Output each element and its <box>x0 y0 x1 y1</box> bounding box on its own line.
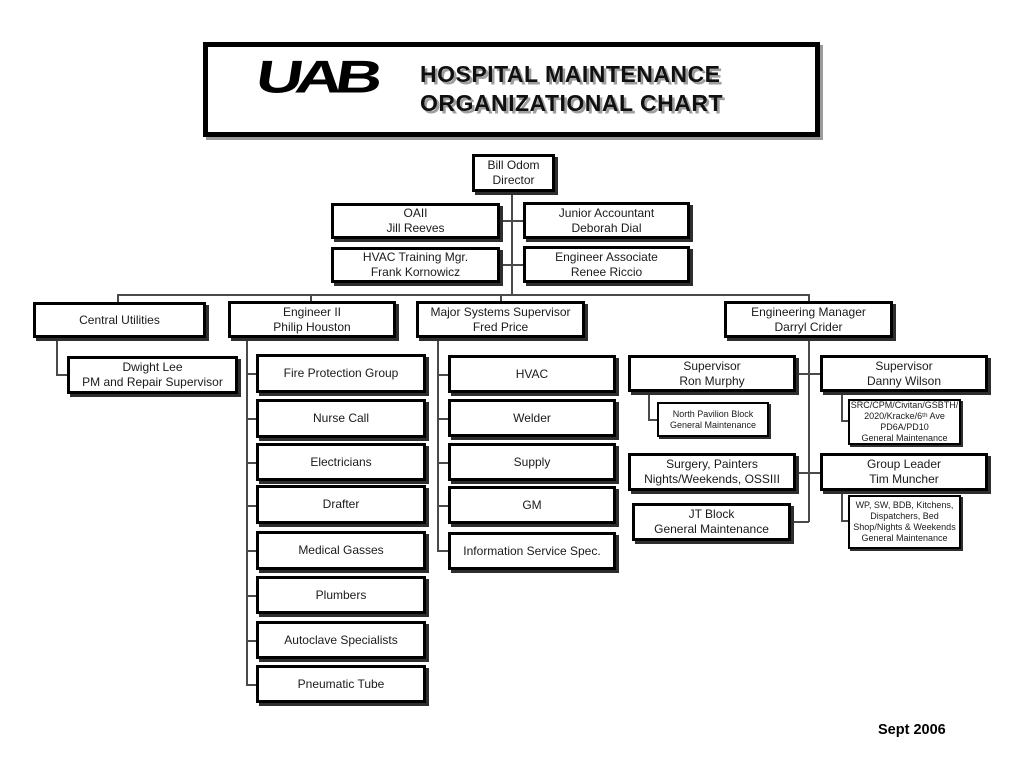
org-node-drafter <box>256 485 426 524</box>
org-node-electricians <box>256 443 426 481</box>
connector-line <box>511 264 523 266</box>
connector-line <box>246 640 256 642</box>
org-node-label: Engineer Associate <box>555 249 658 264</box>
connector-line <box>246 338 248 685</box>
org-node-surgery-painters <box>628 453 796 491</box>
connector-line <box>511 192 513 294</box>
connector-line <box>246 505 256 507</box>
org-node-label: 2020/Kracke/6ᵗʰ Ave <box>864 411 945 421</box>
org-node-label: General Maintenance <box>861 433 948 443</box>
org-node-label: Fire Protection Group <box>283 366 399 380</box>
title-line-2: ORGANIZATIONAL CHART <box>420 90 724 116</box>
connector-line <box>246 595 256 597</box>
org-node-label: Pneumatic Tube <box>297 676 385 691</box>
org-node-label: SRC/CPM/Civitan/GSBTH/ <box>850 400 959 410</box>
org-node-label: Nights/Weekends, OSSIII <box>644 472 780 486</box>
org-node-label: Deborah Dial <box>571 220 642 235</box>
org-node-supply <box>448 443 616 481</box>
org-node-label: Bill Odom <box>487 158 540 172</box>
org-node-bill-odom-director <box>472 154 555 192</box>
org-node-label: Fred Price <box>472 319 529 334</box>
org-node-supervisor-danny-wilson <box>820 355 988 392</box>
org-node-label: GM <box>522 497 542 512</box>
org-node-label: Supervisor <box>875 358 933 373</box>
org-node-label: Engineering Manager <box>751 304 866 319</box>
org-node-label: Central Utilities <box>79 312 160 327</box>
org-node-oaii-jill-reeves <box>331 203 500 239</box>
org-node-junior-accountant <box>523 202 690 239</box>
org-node-label: Medical Gasses <box>298 543 384 557</box>
connector-line <box>437 418 448 420</box>
org-node-label: Autoclave Specialists <box>284 632 398 647</box>
org-node-autoclave-specialists <box>256 621 426 659</box>
connector-line <box>511 220 523 222</box>
org-node-label: Dwight Lee <box>122 360 183 374</box>
connector-line <box>246 373 256 375</box>
org-node-pneumatic-tube <box>256 665 426 703</box>
org-node-major-systems-supervisor <box>416 301 585 338</box>
org-node-label: Supervisor <box>683 358 741 373</box>
org-node-label: General Maintenance <box>861 533 948 543</box>
connector-line <box>56 338 58 375</box>
org-node-label: North Pavilion Block <box>672 408 754 419</box>
org-node-label: Major Systems Supervisor <box>430 304 571 319</box>
org-node-label: Group Leader <box>866 457 942 471</box>
org-node-jt-block <box>632 503 791 541</box>
org-node-label: Nurse Call <box>312 411 369 425</box>
connector-line <box>841 491 843 521</box>
org-node-label: PM and Repair Supervisor <box>82 375 223 389</box>
org-node-nurse-call <box>256 399 426 438</box>
org-node-label: WP, SW, BDB, Kitchens, <box>855 500 954 510</box>
org-node-plumbers <box>256 576 426 614</box>
org-node-label: Darryl Crider <box>774 319 843 334</box>
org-node-dwight-lee <box>67 356 238 394</box>
org-node-label: PD6A/PD10 <box>880 422 929 432</box>
connector-line <box>437 374 448 376</box>
org-node-gm <box>448 486 616 524</box>
connector-line <box>437 550 448 552</box>
org-node-information-service-spec <box>448 532 616 570</box>
org-node-label: OAII <box>403 206 428 220</box>
org-node-hvac-training-mgr <box>331 247 500 283</box>
page-title <box>420 60 723 118</box>
org-node-label: Engineer II <box>282 304 342 319</box>
org-node-label: Plumbers <box>315 587 367 602</box>
org-node-central-utilities <box>33 302 206 338</box>
org-node-label: General Maintenance <box>654 522 769 536</box>
date-label: Sept 2006 <box>878 722 946 738</box>
org-node-welder <box>448 399 616 437</box>
connector-line <box>841 392 843 421</box>
connector-line <box>246 462 256 464</box>
org-node-group-leader-tim-muncher <box>820 453 988 491</box>
org-node-label: Dispatchers, Bed <box>870 511 939 521</box>
org-node-label: General Maintenance <box>669 419 757 430</box>
org-node-fire-protection-group <box>256 354 426 393</box>
org-node-label: Jill Reeves <box>386 221 445 235</box>
header-box <box>203 42 820 137</box>
org-node-hvac <box>448 355 616 393</box>
org-node-label: Shop/Nights & Weekends <box>853 522 956 532</box>
org-node-label: Ron Murphy <box>679 373 745 388</box>
org-node-label: Drafter <box>322 497 360 511</box>
connector-line <box>648 392 650 420</box>
org-node-label: Tim Muncher <box>869 472 939 486</box>
org-node-wp-sw-bdb-block <box>848 495 961 549</box>
org-node-label: Welder <box>513 410 551 425</box>
org-node-engineering-manager <box>724 301 893 338</box>
title-line-1: HOSPITAL MAINTENANCE <box>420 61 721 87</box>
connector-line <box>246 550 256 552</box>
connector-line <box>246 418 256 420</box>
connector-line <box>117 294 809 296</box>
org-node-label: Electricians <box>310 454 372 469</box>
connector-line <box>437 462 448 464</box>
org-node-engineer-associate <box>523 246 690 283</box>
org-node-medical-gasses <box>256 531 426 570</box>
connector-line <box>808 338 810 522</box>
org-node-label: Renee Riccio <box>570 264 643 279</box>
org-node-label: Junior Accountant <box>558 205 655 220</box>
org-node-engineer-ii <box>228 301 396 338</box>
connector-line <box>791 521 809 523</box>
connector-line <box>437 505 448 507</box>
org-node-src-cpm-block <box>848 399 961 445</box>
org-node-north-pavilion-block <box>657 402 769 437</box>
org-node-label: Philip Houston <box>273 319 351 334</box>
org-node-label: Director <box>492 173 535 187</box>
org-node-label: Supply <box>513 454 551 469</box>
org-node-label: HVAC Training Mgr. <box>362 250 469 264</box>
org-node-label: Frank Kornowicz <box>370 265 461 279</box>
org-node-label: HVAC <box>515 366 549 381</box>
org-node-supervisor-ron-murphy <box>628 355 796 392</box>
connector-line <box>437 338 439 551</box>
uab-logo: UAB <box>252 52 380 104</box>
org-node-label: JT Block <box>688 507 735 521</box>
org-node-label: Danny Wilson <box>866 373 942 388</box>
connector-line <box>246 684 256 686</box>
org-node-label: Information Service Spec. <box>463 543 601 558</box>
org-node-label: Surgery, Painters <box>666 457 758 471</box>
